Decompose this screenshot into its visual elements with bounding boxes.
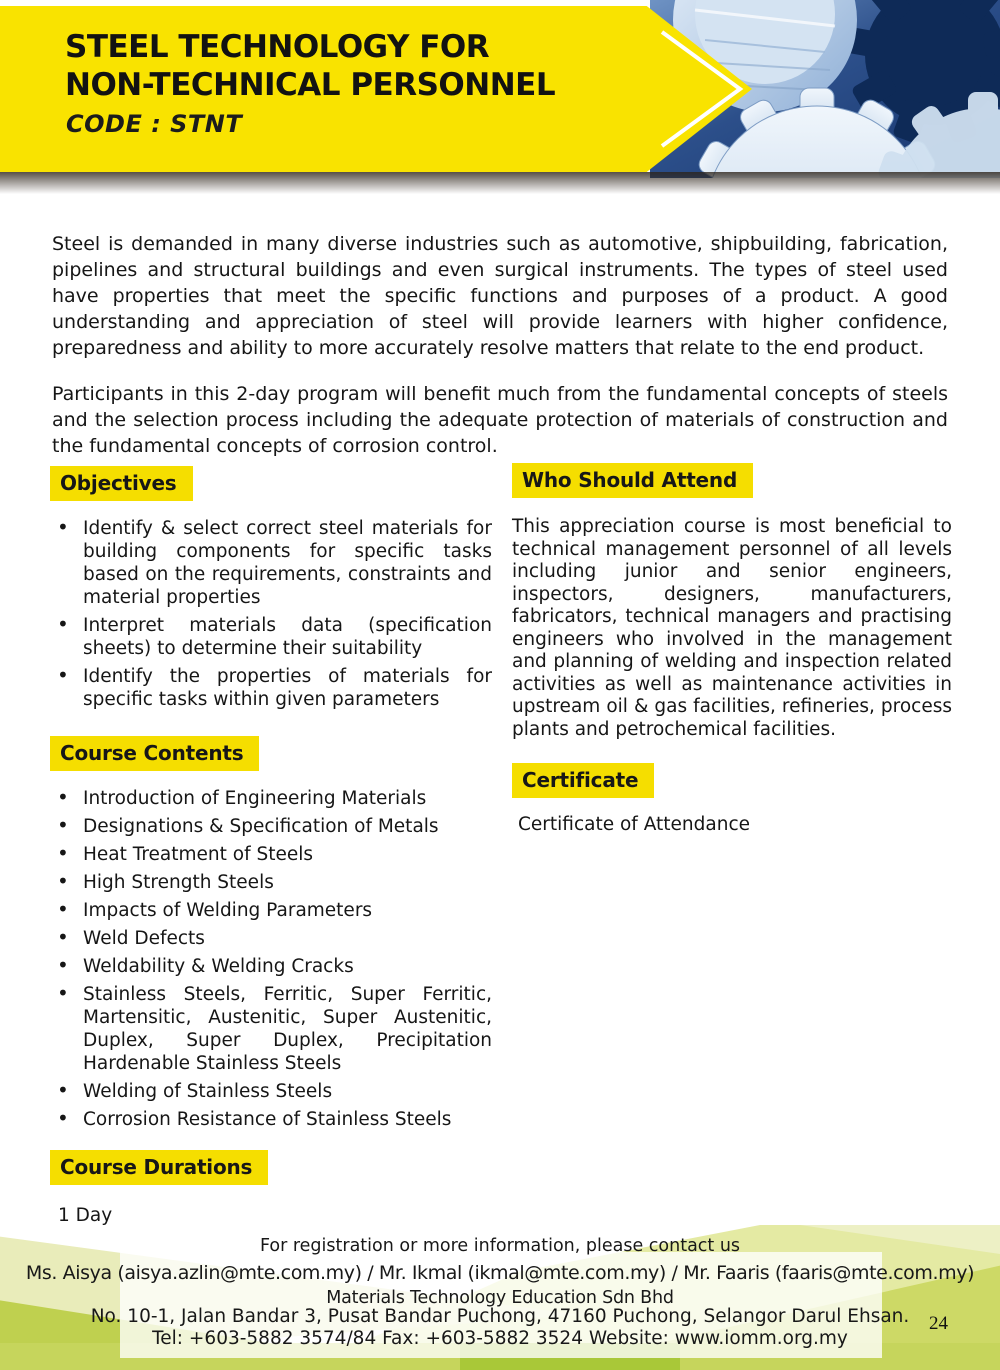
objectives-heading: Objectives <box>50 466 193 501</box>
certificate-heading: Certificate <box>512 763 654 798</box>
contact-prompt: For registration or more information, please contact us <box>259 1236 741 1256</box>
certificate-body: Certificate of Attendance <box>518 814 750 835</box>
list-item: • Identify & select correct steel materials for building components for specific tasks based on the requirements, constraints and material properties <box>50 517 492 609</box>
company-address: No. 10-1, Jalan Bandar 3, Pusat Bandar Puchong, 47160 Puchong, Selangor Darul Ehsan. <box>90 1306 910 1327</box>
title-line-2: NON-TECHNICAL PERSONNEL <box>65 67 556 103</box>
footer <box>0 1225 1000 1370</box>
banner-shadow <box>0 172 1000 198</box>
course-duration-value: 1 Day <box>58 1205 113 1226</box>
list-item: • Introduction of Engineering Materials <box>50 787 492 810</box>
intro-paragraph-1: Steel is demanded in many diverse industries such as automotive, shipbuilding, fabrication, pipelines and structural buildings and even surgical instruments. The types of steel used have properties that meet the specific functions and purposes of a product. A good understanding and appreciation of steel will provide learners with higher confidence, preparedness and ability to more accurately resolve matters that relate to the end product. <box>52 233 948 359</box>
page-number: 24 <box>929 1313 948 1334</box>
course-code: CODE : STNT <box>66 110 243 138</box>
list-item: • Interpret materials data (specification sheets) to determine their suitability <box>50 614 492 660</box>
course-durations-heading: Course Durations <box>50 1150 268 1185</box>
list-item: • Stainless Steels, Ferritic, Super Ferritic, Martensitic, Austenitic, Super Austenitic, Duplex, Super Duplex, Precipitation Hardenable Stainless Steels <box>50 983 492 1075</box>
list-item: • Impacts of Welding Parameters <box>50 899 492 922</box>
list-item: • Heat Treatment of Steels <box>50 843 492 866</box>
list-item: • High Strength Steels <box>50 871 492 894</box>
course-contents-list <box>50 787 492 1131</box>
title-line-1: STEEL TECHNOLOGY FOR <box>65 29 490 65</box>
list-item: • Weldability & Welding Cracks <box>50 955 492 978</box>
contact-persons: Ms. Aisya (aisya.azlin@mte.com.my) / Mr. Ikmal (ikmal@mte.com.my) / Mr. Faaris (faaris@mte.com.my) <box>25 1262 975 1284</box>
list-item: • Identify the properties of materials for specific tasks within given parameters <box>50 665 492 711</box>
list-item: • Designations & Specification of Metals <box>50 815 492 838</box>
list-item: • Weld Defects <box>50 927 492 950</box>
right-column <box>512 463 952 835</box>
objectives-list <box>50 517 492 711</box>
intro-paragraph-2: Participants in this 2-day program will benefit much from the fundamental concepts of steels and the selection process including the adequate protection of materials of construction and the fundamental concepts of corrosion control. <box>52 383 948 457</box>
who-should-attend-heading: Who Should Attend <box>512 463 753 498</box>
page-title <box>65 28 555 104</box>
list-item: • Corrosion Resistance of Stainless Steels <box>50 1108 492 1131</box>
who-should-attend-body: This appreciation course is most beneficial to technical management personnel of all levels including junior and senior engineers, inspectors, designers, manufacturers, fabricators, technical managers and practising engineers who involved in the management and planning of welding and inspection related activities as well as maintenance activities in upstream oil & gas facilities, refineries, process plants and petrochemical facilities. <box>512 516 952 740</box>
company-name: Materials Technology Education Sdn Bhd <box>326 1288 674 1308</box>
course-contents-heading: Course Contents <box>50 736 259 771</box>
list-item: • Welding of Stainless Steels <box>50 1080 492 1103</box>
left-column <box>50 466 492 1226</box>
company-tel-fax-website: Tel: +603-5882 3574/84 Fax: +603-5882 3524 Website: www.iomm.org.my <box>152 1328 848 1349</box>
